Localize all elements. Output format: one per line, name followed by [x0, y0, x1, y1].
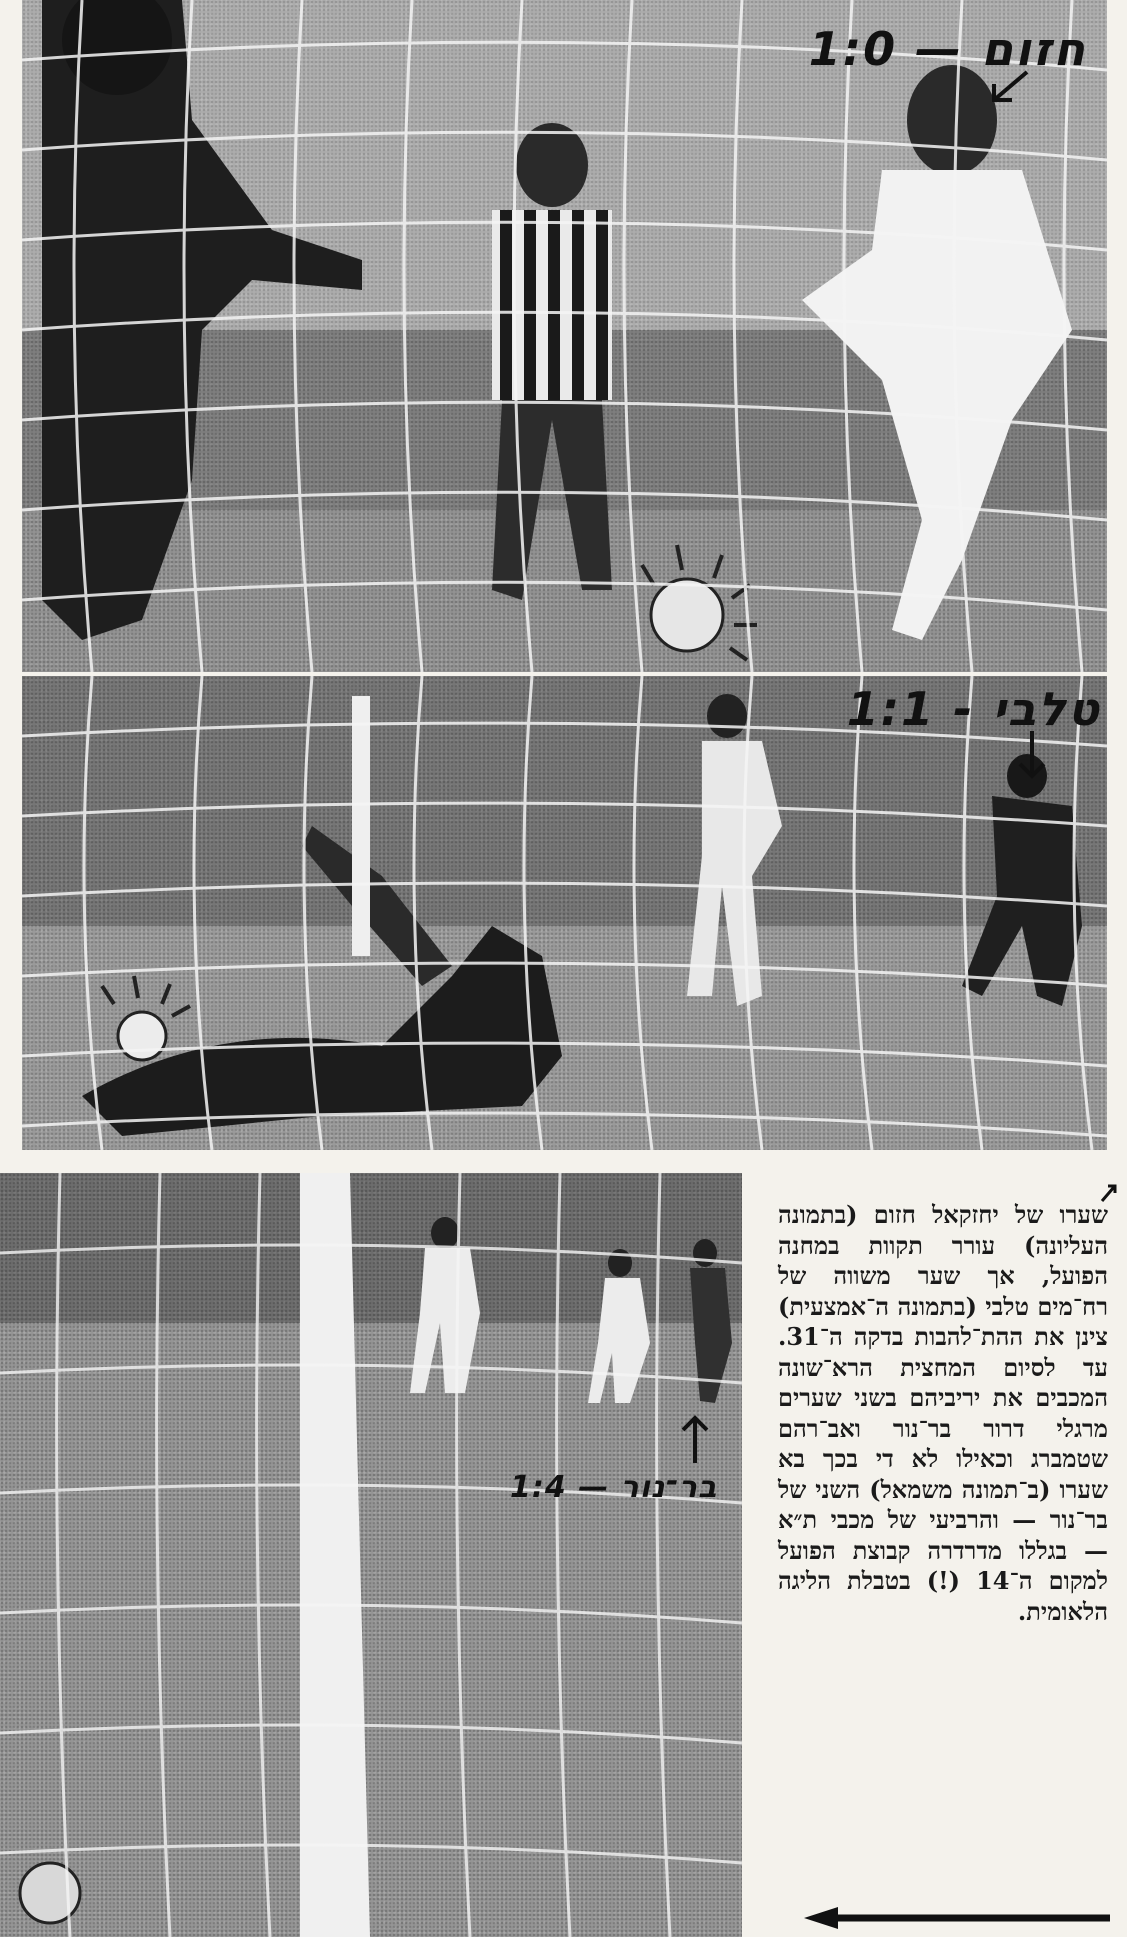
photo-middle: [22, 676, 1107, 1150]
left-arrow-icon: [800, 1905, 1120, 1931]
caption-top: חזום — 1:0: [808, 22, 1087, 76]
caption-bottom: בר־נור — 1:4: [510, 1470, 718, 1505]
photo-top-drawing: [22, 0, 1107, 672]
photo-top: [22, 0, 1107, 672]
photo-bottom: [0, 1173, 742, 1937]
photo-bottom-drawing: [0, 1173, 742, 1937]
caption-middle: טלבי - 1:1: [846, 682, 1101, 736]
article-text: שערו של יחזקאל חזום (בתמונה העליונה) עורר תקוות במחנה הפועל, אך שער משווה של רח־מים טלבי (בתמונה ה־אמצעית) צינן את ההת־להבות בדקה ה־31. עד לסיום המחצית הרא־שונה המכבים את יריביהם בשני שערים מרגלי דרור בר־נור ואב־רהם שטמברג וכאילו לא די בכך בא שערו (ב־תמונה משמאל) השני של בר־נור — והרביעי של מכבי ת״א — בגללו מדרדרה קבוצת הפועל למקום ה־14 (!) בטבלת הליגה הלאומית.: [778, 1200, 1109, 1626]
photo-middle-drawing: [22, 676, 1107, 1150]
